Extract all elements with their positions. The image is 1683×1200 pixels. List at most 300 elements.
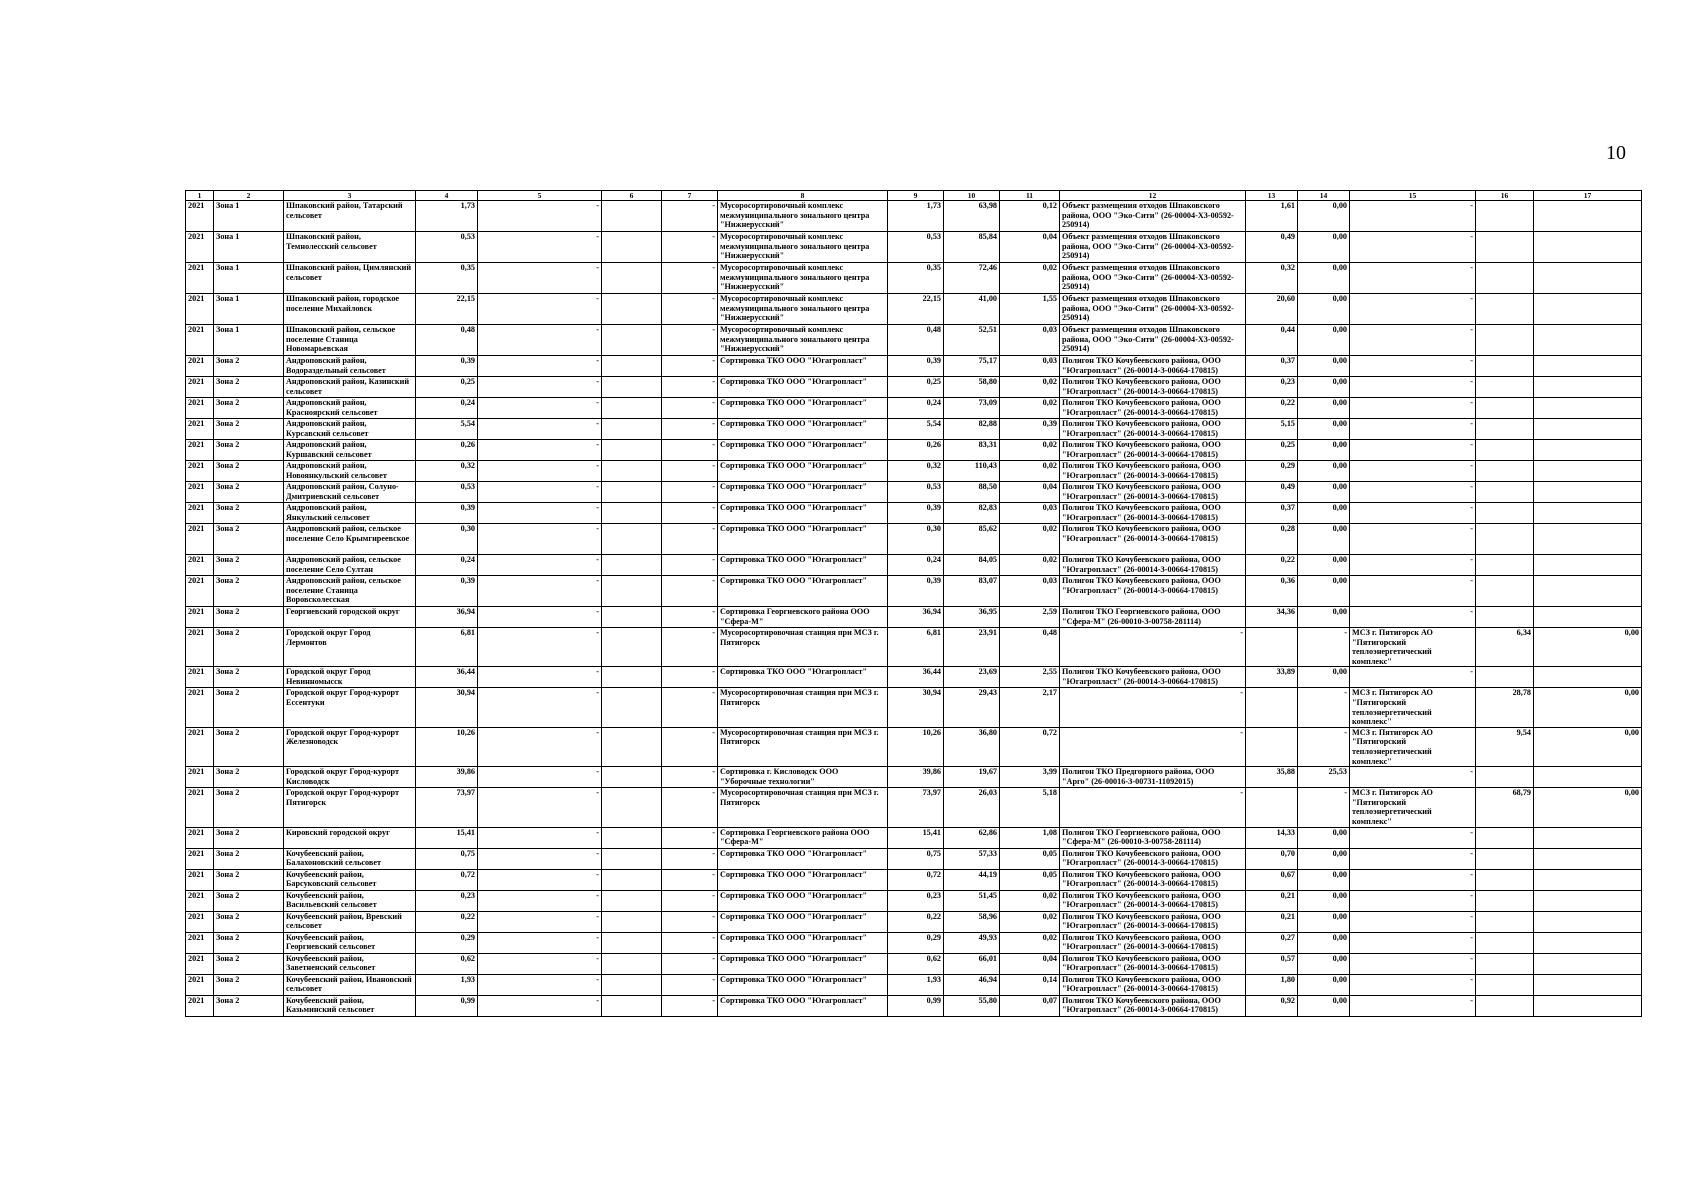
cell-col-4: 0,39 — [416, 356, 478, 377]
table-header-row — [186, 191, 1642, 201]
cell-col-5: - — [478, 953, 602, 974]
cell-col-6 — [602, 232, 662, 263]
cell-col-3: Андроповский район, сельское поселение Станица Воровсколесская — [284, 576, 416, 607]
cell-col-7: - — [662, 461, 718, 482]
cell-col-13: 0,27 — [1246, 932, 1298, 953]
cell-col-7: - — [662, 356, 718, 377]
cell-col-14: 0,00 — [1298, 524, 1350, 555]
cell-col-8: Сортировка ТКО ООО "Югагропласт" — [718, 890, 888, 911]
cell-col-10: 82,88 — [944, 419, 1000, 440]
table-row — [186, 848, 1642, 869]
cell-col-11: 2,17 — [1000, 688, 1060, 727]
cell-col-16 — [1476, 869, 1534, 890]
cell-col-7: - — [662, 482, 718, 503]
cell-col-15: - — [1350, 440, 1476, 461]
cell-col-4: 0,30 — [416, 524, 478, 555]
cell-col-7: - — [662, 398, 718, 419]
table-row — [186, 827, 1642, 848]
cell-col-1: 2021 — [186, 503, 214, 524]
cell-col-11: 0,02 — [1000, 440, 1060, 461]
cell-col-12: Полигон ТКО Кочубеевского района, ООО "Югагропласт" (26-00014-З-00664-170815) — [1060, 555, 1246, 576]
cell-col-7: - — [662, 440, 718, 461]
cell-col-12: Полигон ТКО Кочубеевского района, ООО "Югагропласт" (26-00014-З-00664-170815) — [1060, 377, 1246, 398]
cell-col-10: 85,84 — [944, 232, 1000, 263]
cell-col-4: 30,94 — [416, 688, 478, 727]
cell-col-2: Зона 2 — [214, 869, 284, 890]
cell-col-17 — [1534, 869, 1642, 890]
cell-col-5: - — [478, 688, 602, 727]
cell-col-6 — [602, 482, 662, 503]
cell-col-12: Полигон ТКО Кочубеевского района, ООО "Югагропласт" (26-00014-З-00664-170815) — [1060, 419, 1246, 440]
cell-col-13: 0,22 — [1246, 398, 1298, 419]
cell-col-17 — [1534, 932, 1642, 953]
cell-col-14: 0,00 — [1298, 419, 1350, 440]
cell-col-17 — [1534, 294, 1642, 325]
cell-col-12: Полигон ТКО Кочубеевского района, ООО "Югагропласт" (26-00014-З-00664-170815) — [1060, 932, 1246, 953]
cell-col-11: 0,02 — [1000, 461, 1060, 482]
cell-col-5: - — [478, 232, 602, 263]
cell-col-3: Шпаковский район, Цимлянский сельсовет — [284, 263, 416, 294]
cell-col-3: Городской округ Город Лермонтов — [284, 628, 416, 667]
cell-col-14: - — [1298, 688, 1350, 727]
cell-col-8: Мусоросортировочный комплекс межмуниципального зонального центра "Нижнерусский" — [718, 294, 888, 325]
cell-col-15: - — [1350, 325, 1476, 356]
cell-col-8: Мусоросортировочная станция при МСЗ г. Пятигорск — [718, 688, 888, 727]
cell-col-8: Сортировка ТКО ООО "Югагропласт" — [718, 419, 888, 440]
cell-col-1: 2021 — [186, 482, 214, 503]
cell-col-16 — [1476, 356, 1534, 377]
cell-col-7: - — [662, 974, 718, 995]
cell-col-9: 0,23 — [888, 890, 944, 911]
cell-col-4: 36,94 — [416, 607, 478, 628]
cell-col-6 — [602, 848, 662, 869]
cell-col-8: Сортировка ТКО ООО "Югагропласт" — [718, 555, 888, 576]
cell-col-3: Городской округ Город-курорт Ессентуки — [284, 688, 416, 727]
cell-col-14: 0,00 — [1298, 827, 1350, 848]
cell-col-3: Кочубеевский район, Васильевский сельсовет — [284, 890, 416, 911]
cell-col-7: - — [662, 607, 718, 628]
cell-col-2: Зона 2 — [214, 767, 284, 788]
table-row — [186, 869, 1642, 890]
cell-col-12: - — [1060, 628, 1246, 667]
cell-col-12: Полигон ТКО Кочубеевского района, ООО "Югагропласт" (26-00014-З-00664-170815) — [1060, 440, 1246, 461]
table-row — [186, 890, 1642, 911]
cell-col-7: - — [662, 628, 718, 667]
cell-col-2: Зона 2 — [214, 440, 284, 461]
cell-col-2: Зона 2 — [214, 688, 284, 727]
cell-col-3: Андроповский район, Новоянкульский сельсовет — [284, 461, 416, 482]
cell-col-7: - — [662, 503, 718, 524]
cell-col-1: 2021 — [186, 995, 214, 1016]
cell-col-1: 2021 — [186, 688, 214, 727]
cell-col-8: Мусоросортировочная станция при МСЗ г. Пятигорск — [718, 727, 888, 766]
cell-col-3: Городской округ Город-курорт Пятигорск — [284, 788, 416, 827]
cell-col-1: 2021 — [186, 419, 214, 440]
cell-col-9: 0,48 — [888, 325, 944, 356]
cell-col-6 — [602, 953, 662, 974]
cell-col-1: 2021 — [186, 827, 214, 848]
cell-col-15: - — [1350, 848, 1476, 869]
cell-col-15: - — [1350, 263, 1476, 294]
cell-col-13: 14,33 — [1246, 827, 1298, 848]
cell-col-7: - — [662, 953, 718, 974]
table-row — [186, 419, 1642, 440]
cell-col-11: 2,59 — [1000, 607, 1060, 628]
cell-col-9: 0,22 — [888, 911, 944, 932]
cell-col-12: Полигон ТКО Предгорного района, ООО "Арго" (26-00016-З-00731-11092015) — [1060, 767, 1246, 788]
cell-col-13: 0,67 — [1246, 869, 1298, 890]
cell-col-13: 0,49 — [1246, 232, 1298, 263]
cell-col-4: 0,39 — [416, 576, 478, 607]
cell-col-3: Андроповский район, Янкульский сельсовет — [284, 503, 416, 524]
cell-col-5: - — [478, 377, 602, 398]
cell-col-17: 0,00 — [1534, 688, 1642, 727]
cell-col-17 — [1534, 911, 1642, 932]
column-header-3: 3 — [284, 191, 416, 201]
column-header-16: 16 — [1476, 191, 1534, 201]
cell-col-5: - — [478, 398, 602, 419]
cell-col-11: 0,39 — [1000, 419, 1060, 440]
table-row — [186, 325, 1642, 356]
cell-col-14: 0,00 — [1298, 398, 1350, 419]
cell-col-6 — [602, 607, 662, 628]
cell-col-16 — [1476, 232, 1534, 263]
column-header-2: 2 — [214, 191, 284, 201]
cell-col-8: Сортировка Георгиевского района ООО "Сфера-М" — [718, 607, 888, 628]
table-row — [186, 932, 1642, 953]
cell-col-9: 5,54 — [888, 419, 944, 440]
cell-col-3: Городской округ Город Невинномысск — [284, 667, 416, 688]
cell-col-1: 2021 — [186, 953, 214, 974]
cell-col-13: 0,21 — [1246, 911, 1298, 932]
cell-col-11: 0,14 — [1000, 974, 1060, 995]
cell-col-10: 19,67 — [944, 767, 1000, 788]
cell-col-4: 1,93 — [416, 974, 478, 995]
cell-col-10: 44,19 — [944, 869, 1000, 890]
cell-col-6 — [602, 419, 662, 440]
cell-col-15: - — [1350, 953, 1476, 974]
cell-col-4: 0,62 — [416, 953, 478, 974]
cell-col-1: 2021 — [186, 974, 214, 995]
cell-col-9: 6,81 — [888, 628, 944, 667]
column-header-13: 13 — [1246, 191, 1298, 201]
cell-col-11: 0,12 — [1000, 201, 1060, 232]
cell-col-5: - — [478, 482, 602, 503]
cell-col-2: Зона 2 — [214, 628, 284, 667]
cell-col-3: Городской округ Город-курорт Железноводск — [284, 727, 416, 766]
cell-col-4: 0,75 — [416, 848, 478, 869]
cell-col-11: 0,02 — [1000, 398, 1060, 419]
cell-col-5: - — [478, 827, 602, 848]
cell-col-4: 0,22 — [416, 911, 478, 932]
cell-col-6 — [602, 974, 662, 995]
cell-col-17: 0,00 — [1534, 727, 1642, 766]
cell-col-8: Сортировка ТКО ООО "Югагропласт" — [718, 440, 888, 461]
cell-col-5: - — [478, 932, 602, 953]
cell-col-10: 58,80 — [944, 377, 1000, 398]
cell-col-7: - — [662, 201, 718, 232]
table-row — [186, 667, 1642, 688]
cell-col-9: 1,73 — [888, 201, 944, 232]
cell-col-14: 0,00 — [1298, 869, 1350, 890]
cell-col-16 — [1476, 607, 1534, 628]
cell-col-8: Сортировка ТКО ООО "Югагропласт" — [718, 848, 888, 869]
cell-col-15: - — [1350, 232, 1476, 263]
cell-col-13: 0,37 — [1246, 356, 1298, 377]
cell-col-14: 0,00 — [1298, 440, 1350, 461]
cell-col-17 — [1534, 419, 1642, 440]
cell-col-9: 0,24 — [888, 398, 944, 419]
cell-col-2: Зона 1 — [214, 232, 284, 263]
cell-col-6 — [602, 294, 662, 325]
cell-col-7: - — [662, 294, 718, 325]
cell-col-11: 0,04 — [1000, 232, 1060, 263]
cell-col-5: - — [478, 607, 602, 628]
cell-col-14: 0,00 — [1298, 294, 1350, 325]
cell-col-4: 0,35 — [416, 263, 478, 294]
cell-col-7: - — [662, 667, 718, 688]
cell-col-2: Зона 1 — [214, 263, 284, 294]
cell-col-2: Зона 2 — [214, 398, 284, 419]
cell-col-17 — [1534, 667, 1642, 688]
cell-col-14: 0,00 — [1298, 667, 1350, 688]
cell-col-15: - — [1350, 667, 1476, 688]
cell-col-9: 30,94 — [888, 688, 944, 727]
cell-col-15: - — [1350, 524, 1476, 555]
cell-col-16 — [1476, 555, 1534, 576]
cell-col-10: 23,91 — [944, 628, 1000, 667]
cell-col-13: 0,36 — [1246, 576, 1298, 607]
cell-col-12: Полигон ТКО Кочубеевского района, ООО "Югагропласт" (26-00014-З-00664-170815) — [1060, 667, 1246, 688]
cell-col-14: 0,00 — [1298, 932, 1350, 953]
cell-col-1: 2021 — [186, 325, 214, 356]
cell-col-9: 0,53 — [888, 232, 944, 263]
cell-col-14: 0,00 — [1298, 482, 1350, 503]
cell-col-13: 0,32 — [1246, 263, 1298, 294]
cell-col-15: - — [1350, 398, 1476, 419]
cell-col-16 — [1476, 482, 1534, 503]
cell-col-3: Георгиевский городской округ — [284, 607, 416, 628]
cell-col-10: 52,51 — [944, 325, 1000, 356]
column-header-17: 17 — [1534, 191, 1642, 201]
column-header-10: 10 — [944, 191, 1000, 201]
cell-col-9: 10,26 — [888, 727, 944, 766]
cell-col-13 — [1246, 628, 1298, 667]
cell-col-16 — [1476, 201, 1534, 232]
cell-col-16 — [1476, 932, 1534, 953]
cell-col-5: - — [478, 628, 602, 667]
cell-col-7: - — [662, 419, 718, 440]
cell-col-8: Сортировка ТКО ООО "Югагропласт" — [718, 356, 888, 377]
cell-col-11: 0,05 — [1000, 869, 1060, 890]
table-row — [186, 232, 1642, 263]
cell-col-4: 15,41 — [416, 827, 478, 848]
cell-col-1: 2021 — [186, 667, 214, 688]
table-row — [186, 524, 1642, 555]
cell-col-4: 0,32 — [416, 461, 478, 482]
cell-col-11: 2,55 — [1000, 667, 1060, 688]
cell-col-13: 0,57 — [1246, 953, 1298, 974]
cell-col-7: - — [662, 377, 718, 398]
cell-col-9: 0,35 — [888, 263, 944, 294]
cell-col-16: 9,54 — [1476, 727, 1534, 766]
cell-col-4: 39,86 — [416, 767, 478, 788]
cell-col-5: - — [478, 325, 602, 356]
cell-col-8: Мусоросортировочная станция при МСЗ г. Пятигорск — [718, 628, 888, 667]
cell-col-13: 34,36 — [1246, 607, 1298, 628]
cell-col-14: 0,00 — [1298, 890, 1350, 911]
cell-col-12: Объект размещения отходов Шпаковского района, ООО "Эко-Сити" (26-00004-Х3-00592-250914) — [1060, 232, 1246, 263]
cell-col-9: 0,25 — [888, 377, 944, 398]
cell-col-12: Полигон ТКО Кочубеевского района, ООО "Югагропласт" (26-00014-З-00664-170815) — [1060, 398, 1246, 419]
cell-col-12: Полигон ТКО Кочубеевского района, ООО "Югагропласт" (26-00014-З-00664-170815) — [1060, 974, 1246, 995]
cell-col-16 — [1476, 419, 1534, 440]
cell-col-4: 36,44 — [416, 667, 478, 688]
cell-col-6 — [602, 911, 662, 932]
cell-col-17: 0,00 — [1534, 628, 1642, 667]
cell-col-10: 83,31 — [944, 440, 1000, 461]
cell-col-9: 0,75 — [888, 848, 944, 869]
cell-col-11: 0,03 — [1000, 503, 1060, 524]
cell-col-5: - — [478, 848, 602, 869]
cell-col-1: 2021 — [186, 356, 214, 377]
cell-col-4: 0,26 — [416, 440, 478, 461]
column-header-12: 12 — [1060, 191, 1246, 201]
cell-col-11: 0,05 — [1000, 848, 1060, 869]
cell-col-2: Зона 2 — [214, 555, 284, 576]
cell-col-15: - — [1350, 767, 1476, 788]
cell-col-15: - — [1350, 974, 1476, 995]
cell-col-4: 0,53 — [416, 482, 478, 503]
cell-col-10: 36,95 — [944, 607, 1000, 628]
cell-col-15: - — [1350, 576, 1476, 607]
cell-col-11: 0,04 — [1000, 482, 1060, 503]
cell-col-17 — [1534, 827, 1642, 848]
cell-col-8: Сортировка ТКО ООО "Югагропласт" — [718, 524, 888, 555]
cell-col-5: - — [478, 974, 602, 995]
cell-col-3: Шпаковский район, Темнолесский сельсовет — [284, 232, 416, 263]
table-row — [186, 356, 1642, 377]
cell-col-10: 36,80 — [944, 727, 1000, 766]
cell-col-4: 0,99 — [416, 995, 478, 1016]
cell-col-12: Полигон ТКО Кочубеевского района, ООО "Югагропласт" (26-00014-З-00664-170815) — [1060, 995, 1246, 1016]
cell-col-6 — [602, 356, 662, 377]
cell-col-6 — [602, 377, 662, 398]
cell-col-17 — [1534, 440, 1642, 461]
cell-col-3: Кочубеевский район, Заветненский сельсовет — [284, 953, 416, 974]
cell-col-10: 23,69 — [944, 667, 1000, 688]
cell-col-14: 0,00 — [1298, 201, 1350, 232]
cell-col-15: - — [1350, 995, 1476, 1016]
cell-col-2: Зона 2 — [214, 607, 284, 628]
cell-col-3: Андроповский район, Водораздельный сельсовет — [284, 356, 416, 377]
cell-col-15: - — [1350, 294, 1476, 325]
cell-col-5: - — [478, 440, 602, 461]
cell-col-4: 6,81 — [416, 628, 478, 667]
cell-col-7: - — [662, 767, 718, 788]
cell-col-3: Андроповский район, Красноярский сельсовет — [284, 398, 416, 419]
cell-col-13: 0,49 — [1246, 482, 1298, 503]
cell-col-1: 2021 — [186, 607, 214, 628]
cell-col-14: 0,00 — [1298, 607, 1350, 628]
cell-col-17 — [1534, 576, 1642, 607]
cell-col-3: Шпаковский район, Татарский сельсовет — [284, 201, 416, 232]
cell-col-14: - — [1298, 628, 1350, 667]
cell-col-3: Андроповский район, сельское поселение Село Крымгиреевское — [284, 524, 416, 555]
cell-col-9: 0,99 — [888, 995, 944, 1016]
cell-col-16 — [1476, 848, 1534, 869]
column-header-5: 5 — [478, 191, 602, 201]
cell-col-5: - — [478, 294, 602, 325]
cell-col-15: - — [1350, 911, 1476, 932]
cell-col-2: Зона 2 — [214, 995, 284, 1016]
cell-col-8: Сортировка ТКО ООО "Югагропласт" — [718, 974, 888, 995]
cell-col-16 — [1476, 974, 1534, 995]
cell-col-10: 82,83 — [944, 503, 1000, 524]
cell-col-11: 1,08 — [1000, 827, 1060, 848]
cell-col-17 — [1534, 232, 1642, 263]
cell-col-2: Зона 1 — [214, 294, 284, 325]
cell-col-12: Полигон ТКО Георгиевского района, ООО "Сфера-М" (26-00010-З-00758-281114) — [1060, 607, 1246, 628]
cell-col-3: Кировский городской округ — [284, 827, 416, 848]
cell-col-4: 0,72 — [416, 869, 478, 890]
cell-col-12: Полигон ТКО Кочубеевского района, ООО "Югагропласт" (26-00014-З-00664-170815) — [1060, 890, 1246, 911]
cell-col-10: 51,45 — [944, 890, 1000, 911]
cell-col-11: 0,02 — [1000, 377, 1060, 398]
cell-col-17 — [1534, 482, 1642, 503]
table-row — [186, 377, 1642, 398]
cell-col-2: Зона 2 — [214, 356, 284, 377]
cell-col-6 — [602, 788, 662, 827]
cell-col-6 — [602, 628, 662, 667]
cell-col-4: 0,29 — [416, 932, 478, 953]
cell-col-13: 1,80 — [1246, 974, 1298, 995]
cell-col-14: 0,00 — [1298, 848, 1350, 869]
cell-col-4: 0,23 — [416, 890, 478, 911]
cell-col-2: Зона 2 — [214, 419, 284, 440]
column-header-15: 15 — [1350, 191, 1476, 201]
cell-col-13: 1,61 — [1246, 201, 1298, 232]
cell-col-5: - — [478, 356, 602, 377]
cell-col-13: 0,28 — [1246, 524, 1298, 555]
page-number: 10 — [1606, 142, 1626, 164]
data-table — [185, 190, 1642, 1017]
cell-col-3: Кочубеевский район, Казьминский сельсовет — [284, 995, 416, 1016]
cell-col-9: 0,53 — [888, 482, 944, 503]
cell-col-10: 62,86 — [944, 827, 1000, 848]
cell-col-14: 0,00 — [1298, 911, 1350, 932]
cell-col-3: Андроповский район, Куршавский сельсовет — [284, 440, 416, 461]
cell-col-14: 0,00 — [1298, 325, 1350, 356]
cell-col-5: - — [478, 911, 602, 932]
cell-col-9: 0,29 — [888, 932, 944, 953]
cell-col-10: 49,93 — [944, 932, 1000, 953]
table-row — [186, 688, 1642, 727]
cell-col-12: Полигон ТКО Кочубеевского района, ООО "Югагропласт" (26-00014-З-00664-170815) — [1060, 848, 1246, 869]
cell-col-8: Сортировка ТКО ООО "Югагропласт" — [718, 667, 888, 688]
cell-col-7: - — [662, 576, 718, 607]
cell-col-13: 0,70 — [1246, 848, 1298, 869]
cell-col-12: Полигон ТКО Кочубеевского района, ООО "Югагропласт" (26-00014-З-00664-170815) — [1060, 524, 1246, 555]
cell-col-1: 2021 — [186, 461, 214, 482]
cell-col-13: 0,21 — [1246, 890, 1298, 911]
cell-col-13: 0,29 — [1246, 461, 1298, 482]
cell-col-10: 41,00 — [944, 294, 1000, 325]
column-header-14: 14 — [1298, 191, 1350, 201]
cell-col-8: Сортировка ТКО ООО "Югагропласт" — [718, 482, 888, 503]
cell-col-12: - — [1060, 727, 1246, 766]
cell-col-1: 2021 — [186, 263, 214, 294]
